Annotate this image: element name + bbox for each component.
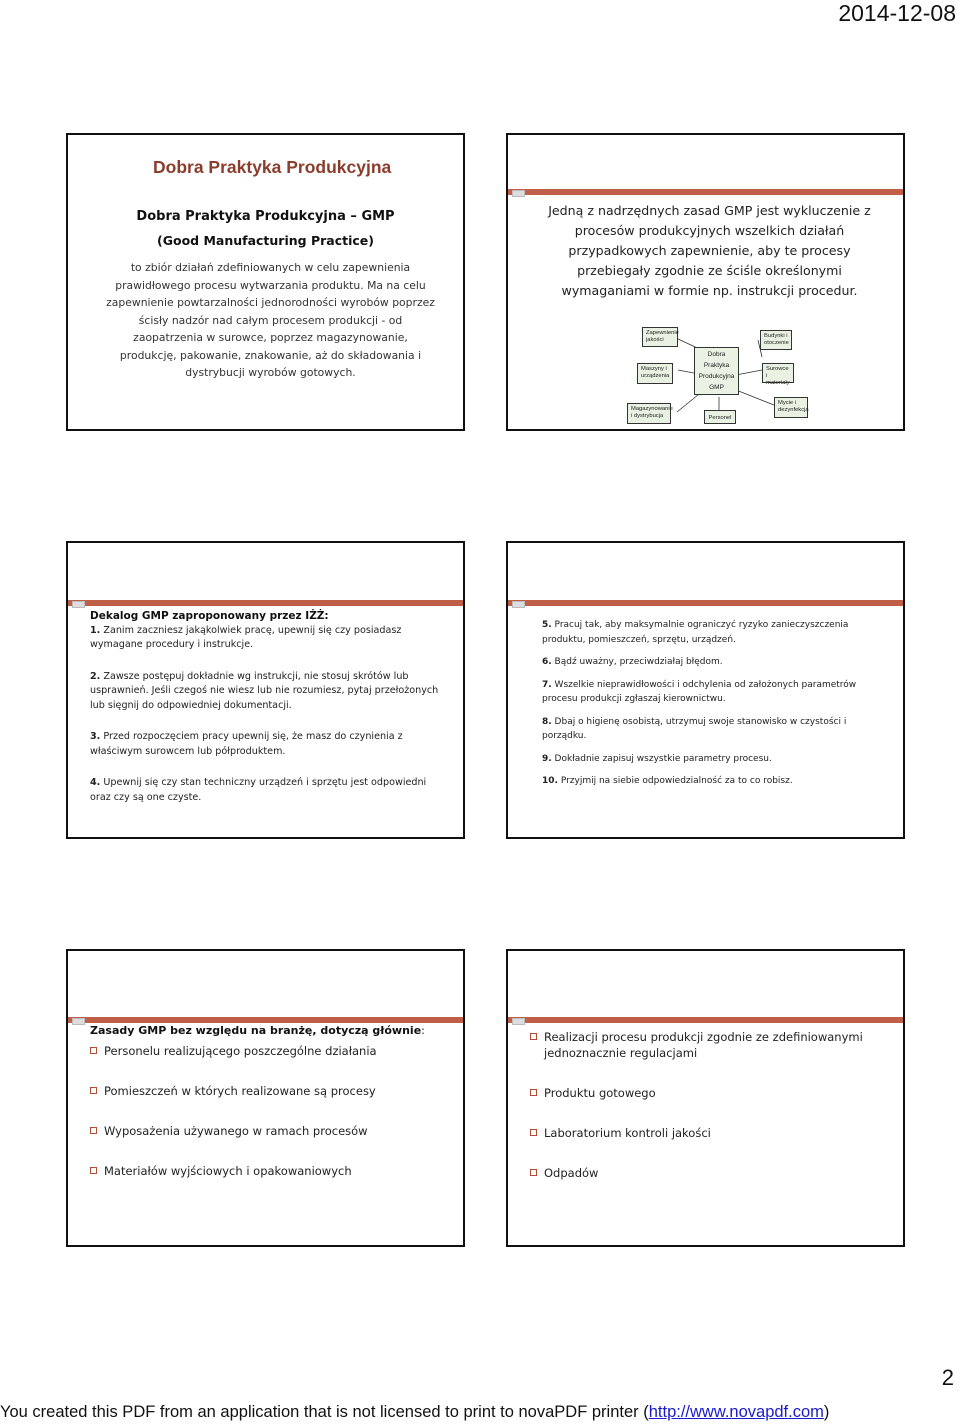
list-item-text: Pracuj tak, aby maksymalnie ograniczyć ryzyko zanieczyszczenia produktu, pomieszczeń, sprzętu, urządzeń. xyxy=(542,620,849,645)
heading-text: Zasady GMP bez względu na branżę, dotyczą głównie xyxy=(90,1024,422,1037)
slide-1-heading: Dobra Praktyka Produkcyjna – GMP xyxy=(136,209,395,224)
header-date: 2014-12-08 xyxy=(838,0,956,26)
diagram-center-line: Dobra xyxy=(707,351,726,358)
page-number: 2 xyxy=(941,1365,954,1390)
list-item-text: Upewnij się czy stan techniczny urządzeń i sprzętu jest odpowiedni oraz czy są one czyste. xyxy=(90,777,427,803)
slide-5 xyxy=(66,949,465,1247)
list-item-text: Odpadów xyxy=(544,1166,599,1180)
slide-accent-bar xyxy=(68,1017,463,1023)
list-item-text: Dokładnie zapisuj wszystkie parametry procesu. xyxy=(551,753,772,764)
footer-text: You created this PDF from an application that is not licensed to print to novaPDF printer ( xyxy=(0,1403,649,1421)
list-item-number: 5. xyxy=(542,620,552,630)
footer-link[interactable]: http://www.novapdf.com xyxy=(648,1403,824,1421)
list-item xyxy=(530,1085,884,1101)
dekalog-list-2 xyxy=(542,618,893,797)
list-item xyxy=(542,678,893,707)
list-item-number: 2. xyxy=(90,670,101,682)
slide-accent-bar xyxy=(508,600,903,606)
slide-accent-bar xyxy=(68,600,463,606)
bullet-icon xyxy=(90,1167,97,1174)
list-item-text: Wszelkie nieprawidłowości i odchylenia od założonych parametrów procesu produkcji zgłaszaj kierownictwu. xyxy=(542,679,857,704)
list-item-text: Bądź uważny, przeciwdziałaj błędom. xyxy=(551,657,723,667)
diagram-center-gmp xyxy=(694,347,739,395)
bullet-icon xyxy=(90,1127,97,1134)
slide-1-title: Dobra Praktyka Produkcyjna xyxy=(153,157,392,177)
slide-corner-marker xyxy=(512,601,525,608)
list-item xyxy=(530,1125,884,1141)
list-item-text: Dbaj o higienę osobistą, utrzymuj swoje stanowisko w czystości i porządku. xyxy=(542,716,847,741)
heading-colon: : xyxy=(421,1024,425,1037)
slide-3 xyxy=(66,541,465,839)
diagram-node-buildings: Budynki i otoczenie xyxy=(760,330,792,350)
list-item-text: Realizacji procesu produkcji zgodnie ze zdefiniowanymi jednoznacznie regulacjami xyxy=(544,1030,863,1060)
slide-corner-marker xyxy=(512,1018,525,1025)
list-item-number: 9. xyxy=(542,753,552,764)
slide-2-body: Jedną z nadrzędnych zasad GMP jest wykluczenie z procesów produkcyjnych wszelkich działań przypadkowych zapewnienie, aby te procesy przebiegały zgodnie ze ściśle określonymi wymaganiami w formie np. instrukcji procedur. xyxy=(548,203,871,298)
list-item xyxy=(530,1029,884,1061)
diagram-center-line: Produkcyjna xyxy=(698,373,735,380)
list-item-number: 4. xyxy=(90,777,101,788)
slide-corner-marker xyxy=(72,1018,85,1025)
bullet-icon xyxy=(530,1089,537,1096)
slide-1-subheading: (Good Manufacturing Practice) xyxy=(157,233,374,248)
list-item-text: Pomieszczeń w których realizowane są procesy xyxy=(104,1084,376,1098)
list-item-text: Laboratorium kontroli jakości xyxy=(544,1126,711,1140)
list-item xyxy=(90,1163,464,1179)
slide-1 xyxy=(66,133,465,431)
list-item-text: Personelu realizującego poszczególne działania xyxy=(104,1044,377,1058)
list-item xyxy=(542,655,893,670)
list-item-number: 6. xyxy=(542,657,552,667)
dekalog-heading: Dekalog GMP zaproponowany przez IŻŻ: xyxy=(90,610,329,622)
slide-2 xyxy=(506,133,905,431)
footer-notice xyxy=(0,1403,960,1422)
list-item-number: 3. xyxy=(90,731,101,742)
list-item xyxy=(90,670,449,714)
diagram-center-line: Praktyka xyxy=(703,362,730,369)
dekalog-list-1 xyxy=(90,609,449,805)
list-item xyxy=(530,1165,884,1181)
diagram-node-materials: Surowce i materiały xyxy=(762,363,794,383)
bullet-icon xyxy=(90,1087,97,1094)
slide-accent-bar xyxy=(508,1017,903,1023)
list-item-text: Zawsze postępuj dokładnie wg instrukcji, nie stosuj skrótów lub usprawnień. Jeśli czegoś nie wiesz lub nie rozumiesz, pytaj przełożonych lub sięgnij do odpowiedniej dokumentacji. xyxy=(90,670,439,711)
slide-4 xyxy=(506,541,905,839)
list-item-number: 10. xyxy=(542,776,558,786)
bullet-icon xyxy=(90,1047,97,1054)
slide-6 xyxy=(506,949,905,1247)
list-item xyxy=(542,774,893,789)
list-item xyxy=(542,618,893,647)
list-item-text: Przyjmij na siebie odpowiedzialność za to co robisz. xyxy=(557,776,793,786)
list-item xyxy=(90,1123,464,1139)
slide-corner-marker xyxy=(72,601,85,608)
list-item xyxy=(90,1083,464,1099)
list-item-text: Produktu gotowego xyxy=(544,1086,656,1100)
diagram-node-storage: Magazynowanie i dystrybucja xyxy=(627,403,671,424)
list-item-number: 8. xyxy=(542,716,552,727)
diagram-node-personnel: Personel xyxy=(704,410,736,424)
bullet-icon xyxy=(530,1169,537,1176)
slide-1-body: to zbiór działań zdefiniowanych w celu zapewnienia prawidłowego procesu wytwarzania produktu. Ma na celu zapewnienie powtarzalności jednorodności wyrobów poprzez ścisły nadzór nad całym procesem produkcji - od zaopatrzenia w surowce, poprzez magazynowanie, produkcję, pakowanie, znakowanie, aż do składowania i dystrybucji wyrobów gotowych. xyxy=(106,261,435,379)
diagram-node-washing: Mycie i dezynfekcja xyxy=(774,397,808,418)
list-item-text: Wyposażenia używanego w ramach procesów xyxy=(104,1124,368,1138)
list-item xyxy=(90,1043,464,1059)
footer-text-end: ) xyxy=(823,1403,830,1421)
bullet-icon xyxy=(530,1129,537,1136)
list-item xyxy=(542,715,893,744)
list-item-text: Przed rozpoczęciem pracy upewnij się, że masz do czynienia z właściwym surowcem lub półproduktem. xyxy=(90,731,403,757)
diagram-node-quality: Zapewnienie jakości xyxy=(642,327,678,347)
list-item-number: 1. xyxy=(90,624,101,636)
list-item xyxy=(542,752,893,767)
diagram-center-line: GMP xyxy=(709,384,724,391)
bullet-icon xyxy=(530,1033,537,1040)
list-item xyxy=(90,730,449,759)
list-item xyxy=(90,624,449,653)
list-item-number: 7. xyxy=(542,679,552,690)
diagram-node-machines: Maszyny i urządzenia xyxy=(637,363,673,384)
list-item-text: Zanim zaczniesz jakąkolwiek pracę, upewnij się czy posiadasz wymagane procedury i instrukcje. xyxy=(90,624,402,650)
list-item xyxy=(90,776,449,805)
gmp-principles-heading xyxy=(90,1024,425,1037)
list-item-text: Materiałów wyjściowych i opakowaniowych xyxy=(104,1164,352,1178)
